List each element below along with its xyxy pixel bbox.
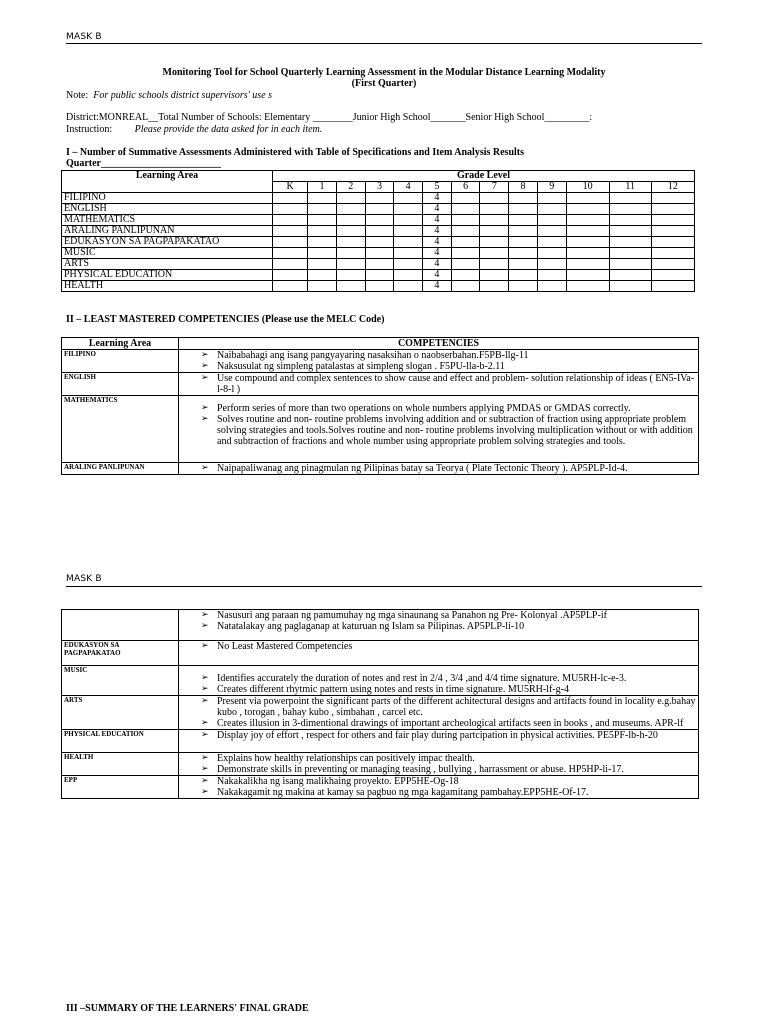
grade-cell xyxy=(509,259,538,270)
competency-item: ➢ Solves routine and non- routine problems involving addition and or subtraction of fraction using appropriate problem solving strategies and tools.Solves routine and non- routine problems involving multiplication without or with addition and subtraction of fractions and whole number using appropriate problem solving strategies and tools. xyxy=(181,414,696,447)
grade-cell xyxy=(451,204,480,215)
table-row xyxy=(62,237,695,248)
learning-area-cell: MATHEMATICS xyxy=(62,215,273,226)
grade-cell xyxy=(394,215,423,226)
grade-cell xyxy=(394,248,423,259)
section2-heading: II – LEAST MASTERED COMPETENCIES (Please use the MELC Code) xyxy=(66,314,385,325)
competency-item: ➢ Demonstrate skills in preventing or managing teasing , bullying , harrassment or abuse. HP5HP-li-17. xyxy=(181,764,696,775)
grade-cell xyxy=(480,193,509,204)
grade-cell xyxy=(273,270,308,281)
grade-cell xyxy=(365,193,394,204)
grade-cell xyxy=(566,204,609,215)
competency-item: ➢ Nasusuri ang paraan ng pamumuhay ng mga sinaunang sa Panahon ng Pre- Kolonyal .AP5PLP-if xyxy=(181,610,696,621)
grade-cell xyxy=(566,215,609,226)
instruction-text: Please provide the data asked for in each item. xyxy=(134,124,323,135)
competency-item: ➢ Perform series of more than two operations on whole numbers applying PMDAS or GMDAS correctly. xyxy=(181,403,696,414)
grade-cell xyxy=(651,215,694,226)
page-header: MASK B xyxy=(66,32,102,42)
learning-area-cell: MUSIC xyxy=(62,666,179,696)
grade-header: 8 xyxy=(509,182,538,193)
grade-cell xyxy=(336,204,365,215)
grade-header: 2 xyxy=(336,182,365,193)
grade-header: 3 xyxy=(365,182,394,193)
grade-cell xyxy=(480,215,509,226)
grade-cell xyxy=(651,237,694,248)
grade-cell xyxy=(509,193,538,204)
grade-cell: 4 xyxy=(423,237,452,248)
grade-cell xyxy=(537,215,566,226)
grade-cell xyxy=(451,237,480,248)
grade-cell: 4 xyxy=(423,281,452,292)
grade-cell xyxy=(451,270,480,281)
learning-area-cell: PHYSICAL EDUCATION xyxy=(62,730,179,753)
table-row xyxy=(62,641,699,666)
col-grade-level: Grade Level xyxy=(273,171,695,182)
grade-cell xyxy=(566,237,609,248)
competency-item: ➢ No Least Mastered Competencies xyxy=(181,641,696,652)
grade-cell xyxy=(509,281,538,292)
note-text: For public schools district supervisors' use s xyxy=(93,90,273,101)
learning-area-cell: HEALTH xyxy=(62,281,273,292)
note-line xyxy=(66,90,272,102)
table-row xyxy=(62,248,695,259)
grade-cell xyxy=(537,259,566,270)
competency-item: ➢ Creates illusion in 3-dimentional drawings of important archeological artifacts seen in books , and museums. APR-lf xyxy=(181,718,696,729)
grade-cell xyxy=(480,237,509,248)
instruction-label: Instruction: xyxy=(66,124,113,135)
grade-cell xyxy=(308,215,337,226)
grade-cell xyxy=(651,193,694,204)
grade-header: 6 xyxy=(451,182,480,193)
learning-area-cell xyxy=(62,610,179,641)
grade-header: K xyxy=(273,182,308,193)
table-row xyxy=(62,753,699,776)
grade-cell xyxy=(537,204,566,215)
grade-cell xyxy=(308,237,337,248)
grade-cell xyxy=(365,215,394,226)
grade-cell xyxy=(394,204,423,215)
grade-cell xyxy=(365,248,394,259)
grade-header: 11 xyxy=(609,182,651,193)
grade-cell xyxy=(308,226,337,237)
grade-cell: 4 xyxy=(423,248,452,259)
grade-cell xyxy=(566,226,609,237)
grade-cell xyxy=(537,226,566,237)
grade-cell xyxy=(537,237,566,248)
learning-area-cell: FILIPINO xyxy=(62,193,273,204)
grade-cell xyxy=(537,248,566,259)
grade-cell xyxy=(480,204,509,215)
grade-cell: 4 xyxy=(423,270,452,281)
grade-cell xyxy=(651,281,694,292)
grade-cell xyxy=(480,270,509,281)
grade-cell xyxy=(509,270,538,281)
grade-cell: 4 xyxy=(423,259,452,270)
grade-cell xyxy=(273,237,308,248)
grade-cell xyxy=(566,281,609,292)
grade-cell xyxy=(609,204,651,215)
table-row xyxy=(62,193,695,204)
header-rule xyxy=(66,586,702,587)
grade-cell xyxy=(609,248,651,259)
document-title: Monitoring Tool for School Quarterly Learning Assessment in the Modular Distance Learning Modality xyxy=(162,67,606,78)
grade-cell xyxy=(509,248,538,259)
grade-cell xyxy=(651,226,694,237)
table-row xyxy=(62,696,699,730)
grade-cell xyxy=(365,270,394,281)
grade-cell xyxy=(273,204,308,215)
grade-cell xyxy=(609,226,651,237)
grade-cell xyxy=(509,226,538,237)
learning-area-cell: ENGLISH xyxy=(62,373,179,396)
grade-cell xyxy=(336,248,365,259)
grade-cell xyxy=(451,281,480,292)
grade-cell xyxy=(365,226,394,237)
grade-cell xyxy=(336,281,365,292)
grade-cell xyxy=(394,270,423,281)
table-row xyxy=(62,776,699,799)
section3-heading: III –SUMMARY OF THE LEARNERS' FINAL GRADE xyxy=(66,1003,309,1014)
grade-cell xyxy=(336,193,365,204)
learning-area-cell: ARTS xyxy=(62,696,179,730)
grade-cell: 4 xyxy=(423,204,452,215)
grade-header: 1 xyxy=(308,182,337,193)
competencies-table-continued xyxy=(61,609,699,799)
grade-cell xyxy=(308,259,337,270)
grade-cell xyxy=(273,281,308,292)
grade-cell xyxy=(480,281,509,292)
competency-item: ➢ Naksusulat ng simpleng patalastas at simpleng slogan . F5PU-lla-b-2.11 xyxy=(181,361,696,372)
grade-cell xyxy=(609,237,651,248)
grade-cell xyxy=(308,281,337,292)
learning-area-cell: EDUKASYON SA PAGPAPAKATAO xyxy=(62,641,179,666)
grade-cell xyxy=(394,259,423,270)
grade-cell xyxy=(308,270,337,281)
grade-cell xyxy=(336,270,365,281)
competency-item: ➢ Creates different rhytmic pattern using notes and rests in time signature. MU5RH-lf-g-4 xyxy=(181,684,696,695)
table-row xyxy=(62,396,699,463)
competency-item: ➢ Nakakalikha ng isang malikhaing proyekto. EPP5HE-Og-18 xyxy=(181,776,696,787)
document-subtitle: (First Quarter) xyxy=(351,78,417,89)
grade-cell: 4 xyxy=(423,215,452,226)
learning-area-cell: EDUKASYON SA PAGPAPAKATAO xyxy=(62,237,273,248)
learning-area-cell: EPP xyxy=(62,776,179,799)
grade-cell xyxy=(273,193,308,204)
grade-cell xyxy=(609,259,651,270)
grade-cell: 4 xyxy=(423,193,452,204)
table-row xyxy=(62,666,699,696)
competency-item: ➢ Naibabahagi ang isang pangyayaring nasaksihan o naobserbahan.F5PB-llg-11 xyxy=(181,350,696,361)
table-row xyxy=(62,350,699,373)
note-label: Note: xyxy=(66,90,89,101)
grade-cell xyxy=(566,270,609,281)
grade-cell xyxy=(365,204,394,215)
table-row xyxy=(62,610,699,641)
grade-cell xyxy=(651,270,694,281)
learning-area-cell: ARALING PANLIPUNAN xyxy=(62,463,179,475)
competency-item: ➢ Use compound and complex sentences to show cause and effect and problem- solution relationship of ideas ( EN5-IVa-l-8-l ) xyxy=(181,373,696,395)
table-row xyxy=(62,463,699,475)
summative-assessment-table xyxy=(61,170,695,292)
grade-cell xyxy=(394,281,423,292)
competencies-table xyxy=(61,337,699,475)
header-rule xyxy=(66,43,702,44)
table-row xyxy=(62,226,695,237)
learning-area-cell: PHYSICAL EDUCATION xyxy=(62,270,273,281)
grade-cell xyxy=(566,193,609,204)
section1-quarter: Quarter________________________ xyxy=(66,158,221,169)
grade-cell xyxy=(365,237,394,248)
grade-cell xyxy=(273,215,308,226)
competency-item: ➢ Natatalakay ang paglaganap at katuruan ng Islam sa Pilipinas. AP5PLP-li-10 xyxy=(181,621,696,632)
grade-header: 10 xyxy=(566,182,609,193)
instruction-line xyxy=(66,124,322,136)
grade-cell xyxy=(308,204,337,215)
grade-cell xyxy=(451,248,480,259)
grade-cell xyxy=(336,259,365,270)
grade-header: 9 xyxy=(537,182,566,193)
col-learning-area: Learning Area xyxy=(62,338,179,350)
grade-cell xyxy=(537,193,566,204)
grade-cell xyxy=(509,237,538,248)
grade-cell xyxy=(336,226,365,237)
grade-cell xyxy=(273,226,308,237)
grade-cell: 4 xyxy=(423,226,452,237)
grade-cell xyxy=(273,259,308,270)
competency-item: ➢ Display joy of effort , respect for others and fair play during partcipation in physical activities. PE5PF-lb-h-20 xyxy=(181,730,696,741)
grade-cell xyxy=(651,248,694,259)
grade-cell xyxy=(537,270,566,281)
grade-cell xyxy=(394,226,423,237)
grade-cell xyxy=(451,193,480,204)
grade-cell xyxy=(509,204,538,215)
competency-item: ➢ Nakakagamit ng makina at kamay sa pagbuo ng mga kagamitang pambahay.EPP5HE-Of-17. xyxy=(181,787,696,798)
learning-area-cell: FILIPINO xyxy=(62,350,179,373)
col-learning-area: Learning Area xyxy=(62,171,273,193)
grade-cell xyxy=(480,248,509,259)
grade-cell xyxy=(451,259,480,270)
grade-cell xyxy=(308,193,337,204)
competency-item: ➢ Present via powerpoint the significant parts of the different achitectural designs and artifacts found in locality e.g.bahay kubo , torogan , bahay kubo , simbahan , carcel etc. xyxy=(181,696,696,718)
grade-cell xyxy=(394,237,423,248)
grade-cell xyxy=(537,281,566,292)
table-row xyxy=(62,204,695,215)
learning-area-cell: ENGLISH xyxy=(62,204,273,215)
grade-cell xyxy=(480,259,509,270)
grade-cell xyxy=(273,248,308,259)
learning-area-cell: HEALTH xyxy=(62,753,179,776)
grade-cell xyxy=(480,226,509,237)
table-row xyxy=(62,373,699,396)
table-row xyxy=(62,270,695,281)
grade-cell xyxy=(651,204,694,215)
grade-cell xyxy=(336,215,365,226)
grade-header: 7 xyxy=(480,182,509,193)
grade-header: 12 xyxy=(651,182,694,193)
district-line: District:MONREAL__Total Number of Schools: Elementary ________Junior High School_______Senior High School_________: xyxy=(66,112,593,123)
grade-cell xyxy=(365,259,394,270)
grade-cell xyxy=(365,281,394,292)
section1-heading: I – Number of Summative Assessments Administered with Table of Specifications and Item Analysis Results xyxy=(66,147,525,158)
table-row xyxy=(62,259,695,270)
competency-item: ➢ Explains how healthy relationships can positively impac thealth. xyxy=(181,753,696,764)
grade-cell xyxy=(451,215,480,226)
grade-cell xyxy=(336,237,365,248)
grade-cell xyxy=(609,193,651,204)
grade-cell xyxy=(451,226,480,237)
table-row xyxy=(62,215,695,226)
grade-cell xyxy=(566,248,609,259)
learning-area-cell: ARALING PANLIPUNAN xyxy=(62,226,273,237)
table-row xyxy=(62,730,699,753)
page-header: MASK B xyxy=(66,574,102,584)
col-competencies: COMPETENCIES xyxy=(179,338,699,350)
grade-cell xyxy=(308,248,337,259)
grade-cell xyxy=(509,215,538,226)
learning-area-cell: ARTS xyxy=(62,259,273,270)
grade-cell xyxy=(651,259,694,270)
competency-item: ➢ Naipapaliwanag ang pinagmulan ng Pilipinas batay sa Teorya ( Plate Tectonic Theory ). AP5PLP-Id-4. xyxy=(181,463,696,474)
grade-header: 5 xyxy=(423,182,452,193)
grade-cell xyxy=(609,270,651,281)
grade-cell xyxy=(609,281,651,292)
grade-cell xyxy=(566,259,609,270)
competency-item: ➢ Identifies accurately the duration of notes and rest in 2/4 , 3/4 ,and 4/4 time signature. MU5RH-lc-e-3. xyxy=(181,673,696,684)
grade-cell xyxy=(609,215,651,226)
learning-area-cell: MUSIC xyxy=(62,248,273,259)
grade-header: 4 xyxy=(394,182,423,193)
learning-area-cell: MATHEMATICS xyxy=(62,396,179,463)
table-row xyxy=(62,281,695,292)
grade-cell xyxy=(394,193,423,204)
